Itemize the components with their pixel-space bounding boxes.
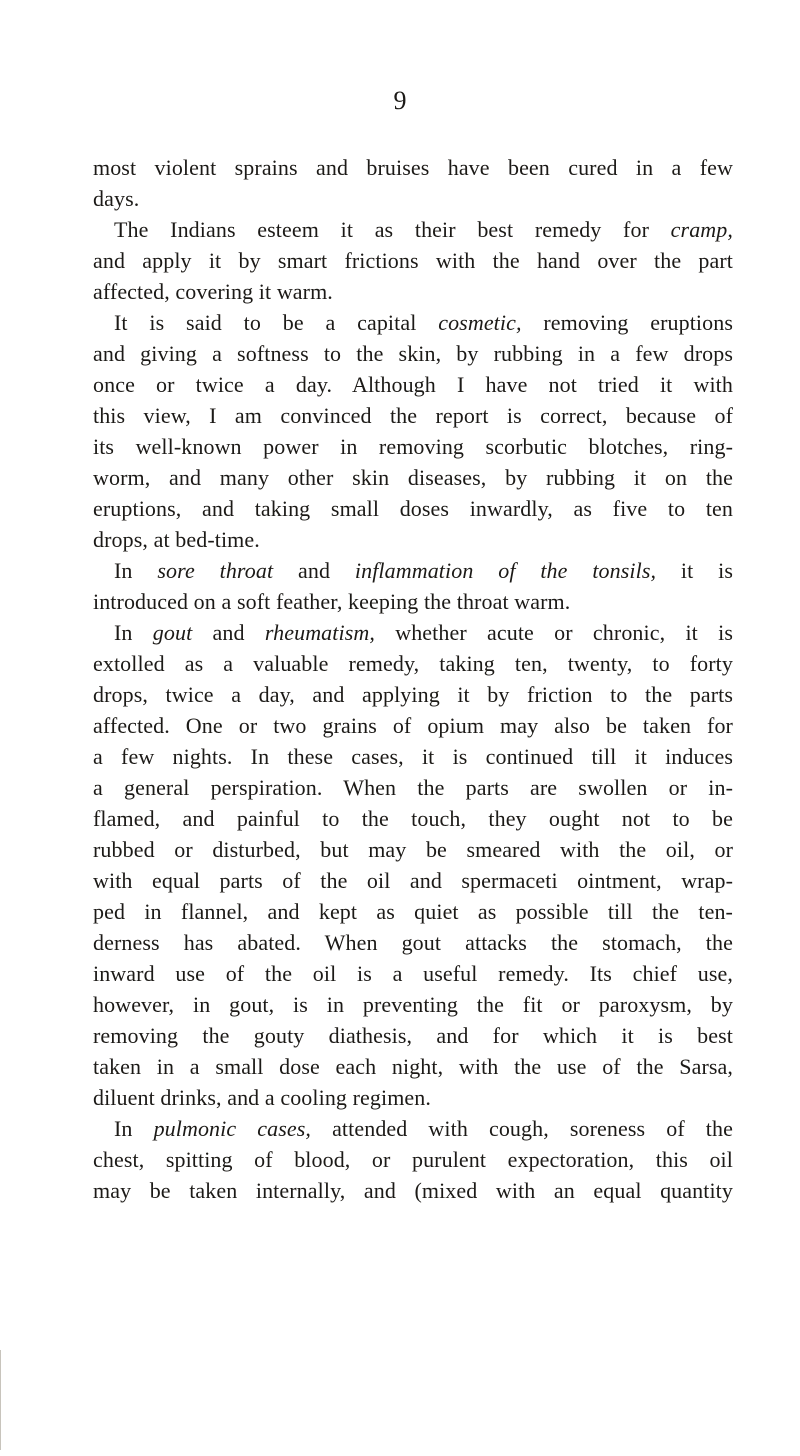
text-run: extolled as a valuable remedy, taking ten, twenty, to forty	[93, 651, 733, 676]
text-run: In	[114, 558, 158, 583]
italic-text: sore throat	[157, 558, 274, 583]
text-run: and giving a softness to the skin, by rubbing in a few drops	[93, 341, 733, 366]
text-line	[93, 1051, 733, 1082]
text-run: removing the gouty diathesis, and for which it is best	[93, 1023, 733, 1048]
text-run: it is	[656, 558, 734, 583]
text-run: and	[192, 620, 265, 645]
text-line	[93, 524, 733, 555]
text-run: once or twice a day. Although I have not tried it with	[93, 372, 733, 397]
text-run: most violent sprains and bruises have been cured in a few	[93, 155, 733, 180]
text-line	[93, 1113, 733, 1144]
text-run: removing eruptions	[521, 310, 734, 335]
text-line	[93, 679, 733, 710]
text-run: rubbed or disturbed, but may be smeared with the oil, or	[93, 837, 733, 862]
text-run: days.	[93, 186, 140, 211]
text-line	[93, 214, 733, 245]
page-number: 9	[393, 86, 407, 115]
text-line	[93, 834, 733, 865]
text-run: introduced on a soft feather, keeping the throat warm.	[93, 589, 571, 614]
text-run: chest, spitting of blood, or purulent expectoration, this oil	[93, 1147, 733, 1172]
text-line	[93, 183, 733, 214]
text-line	[93, 400, 733, 431]
text-line	[93, 865, 733, 896]
page-edge-shadow	[0, 1350, 1, 1450]
italic-text: pulmonic cases,	[153, 1116, 312, 1141]
text-run: with equal parts of the oil and spermaceti ointment, wrap-	[93, 868, 733, 893]
text-run: however, in gout, is in preventing the fit or paroxysm, by	[93, 992, 733, 1017]
text-run: and apply it by smart frictions with the hand over the part	[93, 248, 733, 273]
text-line	[93, 431, 733, 462]
text-run: In	[114, 620, 153, 645]
text-line	[93, 1144, 733, 1175]
text-line	[93, 617, 733, 648]
text-line	[93, 152, 733, 183]
italic-text: cramp,	[670, 217, 733, 242]
text-run: a few nights. In these cases, it is continued till it induces	[93, 744, 733, 769]
text-run: diluent drinks, and a cooling regimen.	[93, 1085, 431, 1110]
text-run: ped in flannel, and kept as quiet as possible till the ten-	[93, 899, 733, 924]
text-line	[93, 245, 733, 276]
text-run: whether acute or chronic, it is	[374, 620, 733, 645]
text-line	[93, 741, 733, 772]
text-run: its well-known power in removing scorbutic blotches, ring-	[93, 434, 733, 459]
text-line	[93, 710, 733, 741]
italic-text: cosmetic,	[438, 310, 522, 335]
text-run: In	[114, 1116, 154, 1141]
text-line	[93, 338, 733, 369]
text-line	[93, 772, 733, 803]
text-run: flamed, and painful to the touch, they ought not to be	[93, 806, 733, 831]
text-line	[93, 586, 733, 617]
italic-text: rheumatism,	[264, 620, 375, 645]
text-run: a general perspiration. When the parts are swollen or in-	[93, 775, 733, 800]
text-line	[93, 1020, 733, 1051]
text-line	[93, 989, 733, 1020]
text-run: attended with cough, soreness of the	[311, 1116, 733, 1141]
text-run: worm, and many other skin diseases, by rubbing it on the	[93, 465, 733, 490]
text-run: inward use of the oil is a useful remedy. Its chief use,	[93, 961, 733, 986]
text-line	[93, 307, 733, 338]
body-text	[93, 152, 733, 1206]
text-line	[93, 462, 733, 493]
text-run: eruptions, and taking small doses inwardly, as five to ten	[93, 496, 733, 521]
text-line	[93, 896, 733, 927]
text-run: affected, covering it warm.	[93, 279, 333, 304]
text-line	[93, 276, 733, 307]
text-line	[93, 1082, 733, 1113]
text-line	[93, 648, 733, 679]
text-run: It is said to be a capital	[114, 310, 439, 335]
text-run: and	[273, 558, 355, 583]
text-line	[93, 555, 733, 586]
text-line	[93, 927, 733, 958]
italic-text: gout	[152, 620, 193, 645]
italic-text: inflammation of the tonsils,	[354, 558, 657, 583]
text-run: taken in a small dose each night, with the use of the Sarsa,	[93, 1054, 733, 1079]
text-line	[93, 493, 733, 524]
text-line	[93, 803, 733, 834]
text-run: The Indians esteem it as their best remedy for	[114, 217, 671, 242]
text-line	[93, 958, 733, 989]
text-line	[93, 369, 733, 400]
text-run: this view, I am convinced the report is correct, because of	[93, 403, 733, 428]
text-run: drops, twice a day, and applying it by friction to the parts	[93, 682, 733, 707]
text-run: affected. One or two grains of opium may also be taken for	[93, 713, 733, 738]
text-run: derness has abated. When gout attacks the stomach, the	[93, 930, 733, 955]
text-run: drops, at bed-time.	[93, 527, 260, 552]
text-run: may be taken internally, and (mixed with an equal quantity	[93, 1178, 733, 1203]
text-line	[93, 1175, 733, 1206]
